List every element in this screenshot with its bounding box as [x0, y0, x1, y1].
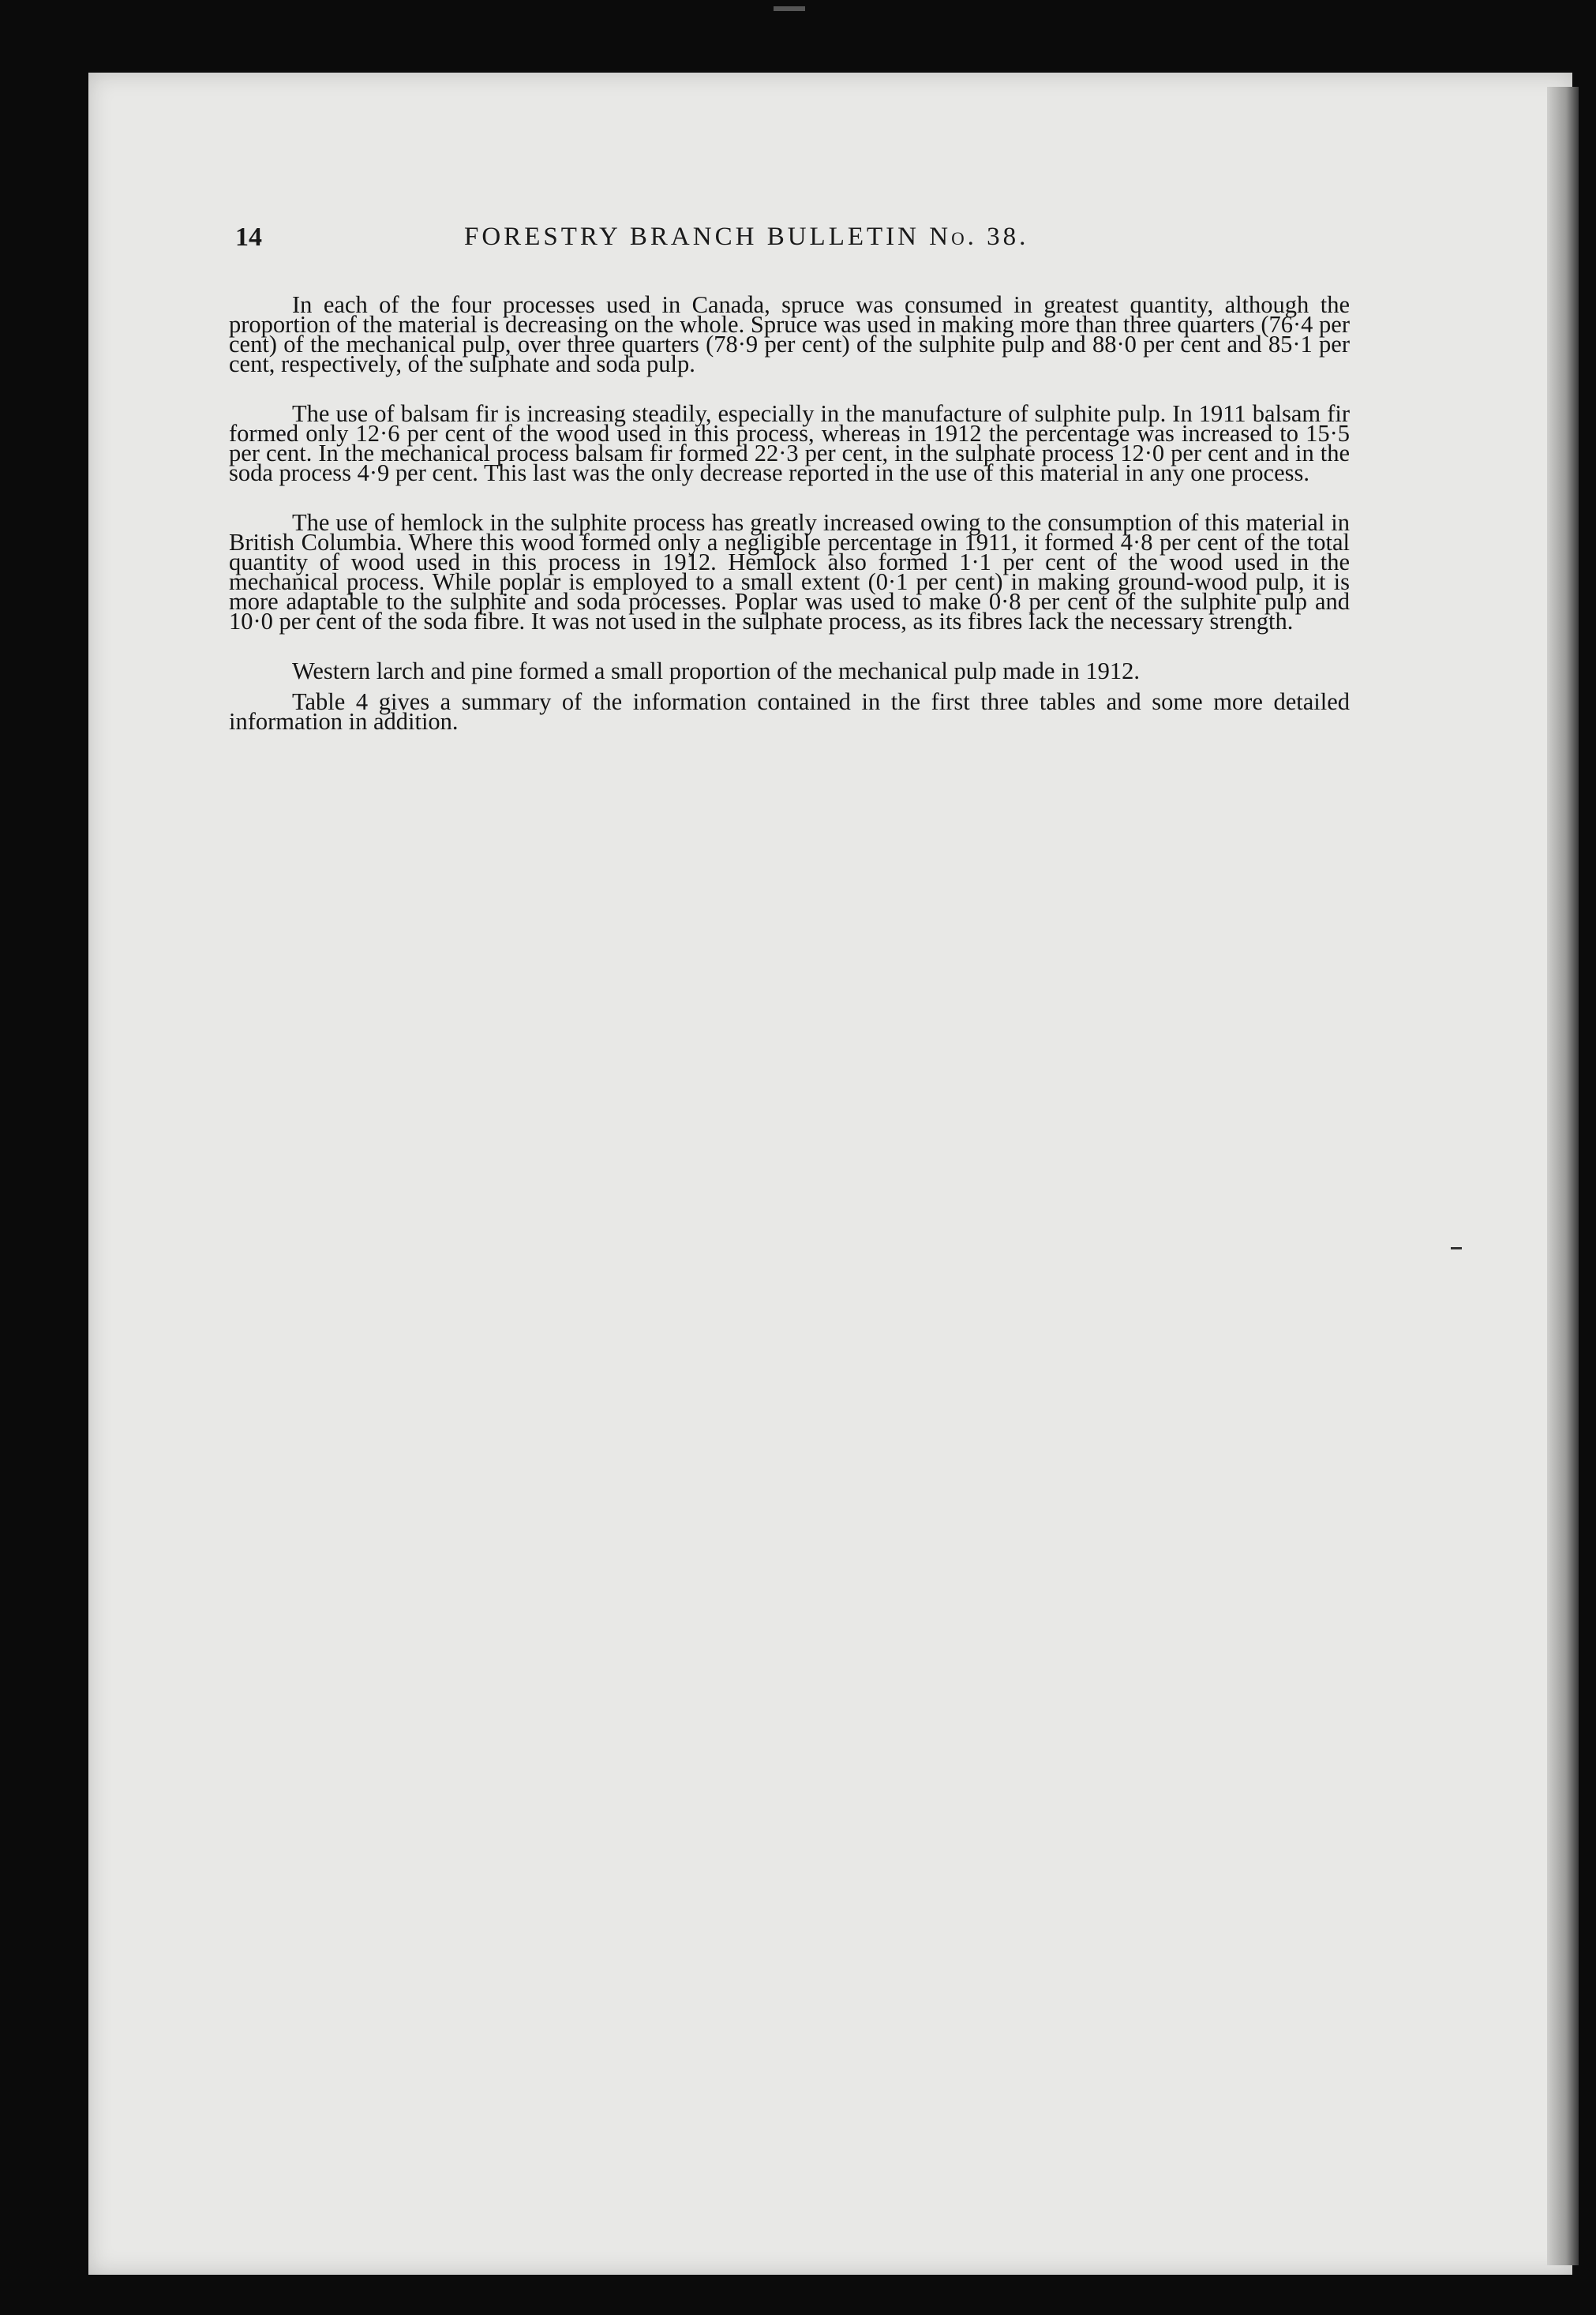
- page-speck: [774, 6, 805, 11]
- page-speck: [1451, 1247, 1462, 1249]
- page-edge-shadow: [1547, 87, 1579, 2265]
- paragraph-spruce: In each of the four processes used in Canada, spruce was consumed in greatest quantity, although the proportion of the material is decreasing on the whole. Spruce was used in making more than three quarters (76·4 per cent) of the mechanical pulp, over three quarters (78·9 per cent) of the sulphite pulp and 88·0 per cent and 85·1 per cent, respectively, of the sulphate and soda pulp.: [229, 291, 1350, 377]
- running-title: FORESTRY BRANCH BULLETIN No. 38.: [464, 223, 1029, 251]
- paragraph-table-summary: Table 4 gives a summary of the information contained in the first three tables and some more detailed information in addition.: [229, 688, 1350, 735]
- paragraph-balsam-fir: The use of balsam fir is increasing steadily, especially in the manufacture of sulphite pulp. In 1911 balsam fir formed only 12·6 per cent of the wood used in this process, whereas in 1912 the percentage was increased to 15·5 per cent. In the mechanical process balsam fir formed 22·3 per cent, in the sulphate process 12·0 per cent and in the soda process 4·9 per cent. This last was the only decrease reported in the use of this material in any one process.: [229, 400, 1350, 486]
- body-text: [229, 291, 1350, 762]
- paragraph-hemlock-poplar: The use of hemlock in the sulphite process has greatly increased owing to the consumption of this material in British Columbia. Where this wood formed only a negligible percentage in 1911, it formed 4·8 per cent of the total quantity of wood used in this process in 1912. Hemlock also formed 1·1 per cent of the wood used in the mechanical process. While poplar is employed to a small extent (0·1 per cent) in making ground-wood pulp, it is more adaptable to the sulphite and soda processes. Poplar was used to make 0·8 per cent of the sulphite pulp and 10·0 per cent of the soda fibre. It was not used in the sulphate process, as its fibres lack the necessary strength.: [229, 509, 1350, 635]
- paragraph-larch-pine: Western larch and pine formed a small proportion of the mechanical pulp made in 1912.: [292, 657, 1141, 684]
- page-header: [235, 223, 1356, 262]
- page-number: 14: [235, 223, 262, 252]
